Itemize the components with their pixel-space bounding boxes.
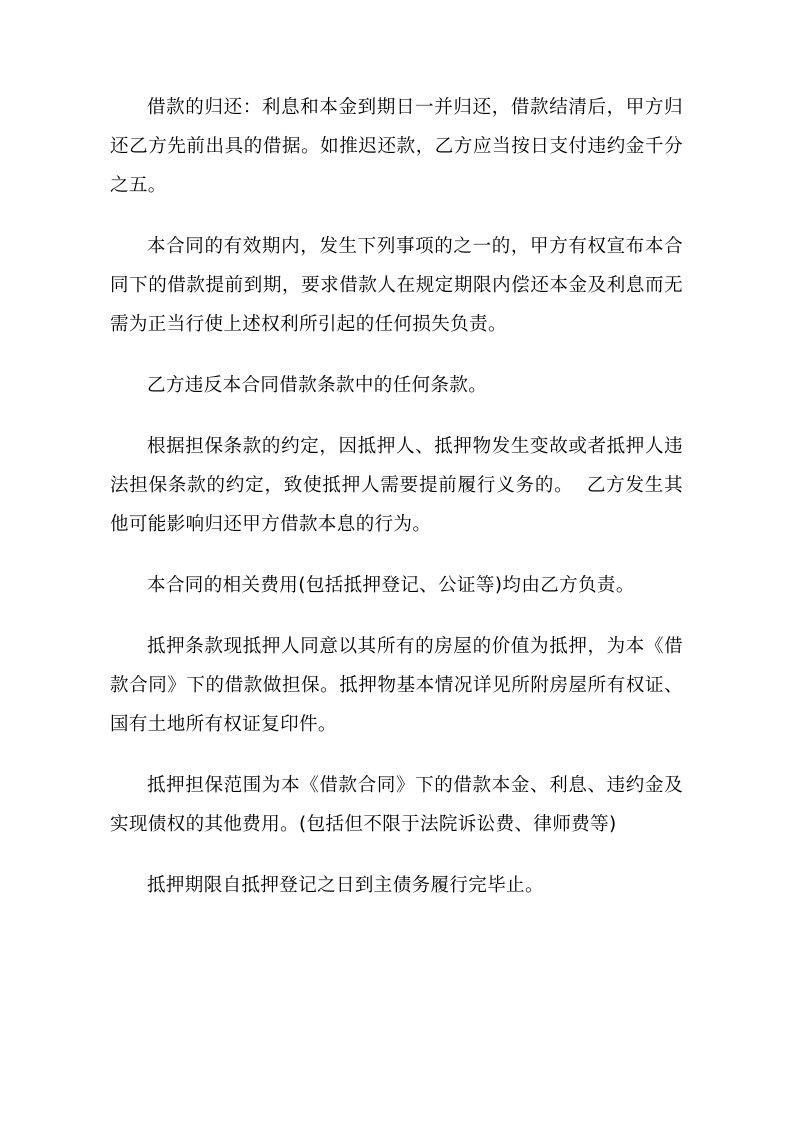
paragraph: 乙方违反本合同借款条款中的任何条款。 [147, 375, 488, 396]
document-body [110, 88, 683, 905]
paragraph: 根据担保条款的约定，因抵押人、抵押物发生变故或者抵押人违法担保条款的约定，致使抵押人需要提前履行义务的。 乙方发生其他可能影响归还甲方借款本息的行为。 [110, 436, 683, 535]
paragraph: 本合同的有效期内，发生下列事项的之一的，甲方有权宣布本合同下的借款提前到期，要求借款人在规定期限内偿还本金及利息而无需为正当行使上述权利所引起的任何损失负责。 [110, 236, 683, 335]
paragraph: 抵押条款现抵押人同意以其所有的房屋的价值为抵押，为本《借款合同》下的借款做担保。抵押物基本情况详见所附房屋所有权证、国有土地所有权证复印件。 [110, 636, 683, 735]
paragraph: 本合同的相关费用(包括抵押登记、公证等)均由乙方负责。 [147, 575, 635, 596]
paragraph: 抵押期限自抵押登记之日到主债务履行完毕止。 [147, 875, 544, 896]
paragraph: 抵押担保范围为本《借款合同》下的借款本金、利息、违约金及实现债权的其他费用。(包括但不限于法院诉讼费、律师费等) [110, 775, 683, 835]
paragraph: 借款的归还：利息和本金到期日一并归还，借款结清后，甲方归还乙方先前出具的借据。如推迟还款，乙方应当按日支付违约金千分之五。 [110, 97, 683, 196]
